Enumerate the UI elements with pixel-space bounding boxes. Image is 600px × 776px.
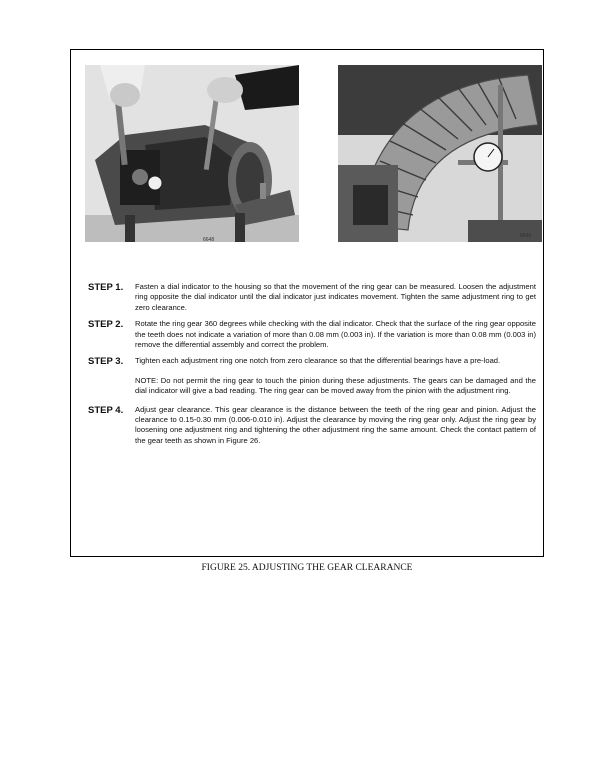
- photo-wrench-adjustment-graphic: [85, 65, 299, 242]
- step-3: [88, 356, 536, 398]
- step-2: [88, 319, 536, 350]
- photo-dial-indicator-graphic: [338, 65, 542, 242]
- figure-caption: FIGURE 25. ADJUSTING THE GEAR CLEARANCE: [201, 563, 413, 573]
- procedure-steps: [88, 282, 536, 452]
- step-4: [88, 405, 536, 447]
- photo-number: 6648: [203, 237, 215, 242]
- step-label: STEP 3.: [88, 356, 124, 368]
- photo-dial-indicator: [338, 65, 542, 242]
- step-label: STEP 4.: [88, 404, 124, 416]
- figure-frame: [70, 49, 544, 557]
- step-text: Adjust gear clearance. This gear clearance is the distance between the teeth of the ring gear and pinion. Adjust the clearance to 0.15-0.30 mm (0.006-0.010 in). Adjust the clearance by moving the ring gear only. Adjust the ring gear by loosening one adjustment ring and tightening the other adjustment ring the same amount. Check the contact pattern of the gear teeth as shown in Figure 26.: [135, 404, 536, 445]
- step-note: NOTE: Do not permit the ring gear to touch the pinion during these adjustments. The gears can be damaged and the dial indicator will give a bad reading. The ring gear can be moved away from the pinion with the adjustment ring.: [135, 375, 536, 396]
- photo-number: 6646: [520, 233, 532, 239]
- step-text: Tighten each adjustment ring one notch from zero clearance so that the differential bearings have a pre-load.: [135, 356, 501, 366]
- photo-wrench-adjustment: [85, 65, 299, 242]
- step-1: [88, 282, 536, 313]
- step-label: STEP 1.: [88, 282, 124, 293]
- step-label: STEP 2.: [88, 319, 124, 331]
- step-text: Rotate the ring gear 360 degrees while checking with the dial indicator. Check that the surface of the ring gear opposite the teeth does not indicate a variation of more than 0.08 mm (0.003 in). If the variation is more than 0.08 mm (0.003 in) remove the differential assembly and correct the problem.: [135, 319, 536, 350]
- step-text: Fasten a dial indicator to the housing so that the movement of the ring gear can be measured. Loosen the adjustment ring opposite the dial indicator until the dial indicator just indicates movement. Tighten the same adjustment ring to get zero clearance.: [135, 282, 536, 312]
